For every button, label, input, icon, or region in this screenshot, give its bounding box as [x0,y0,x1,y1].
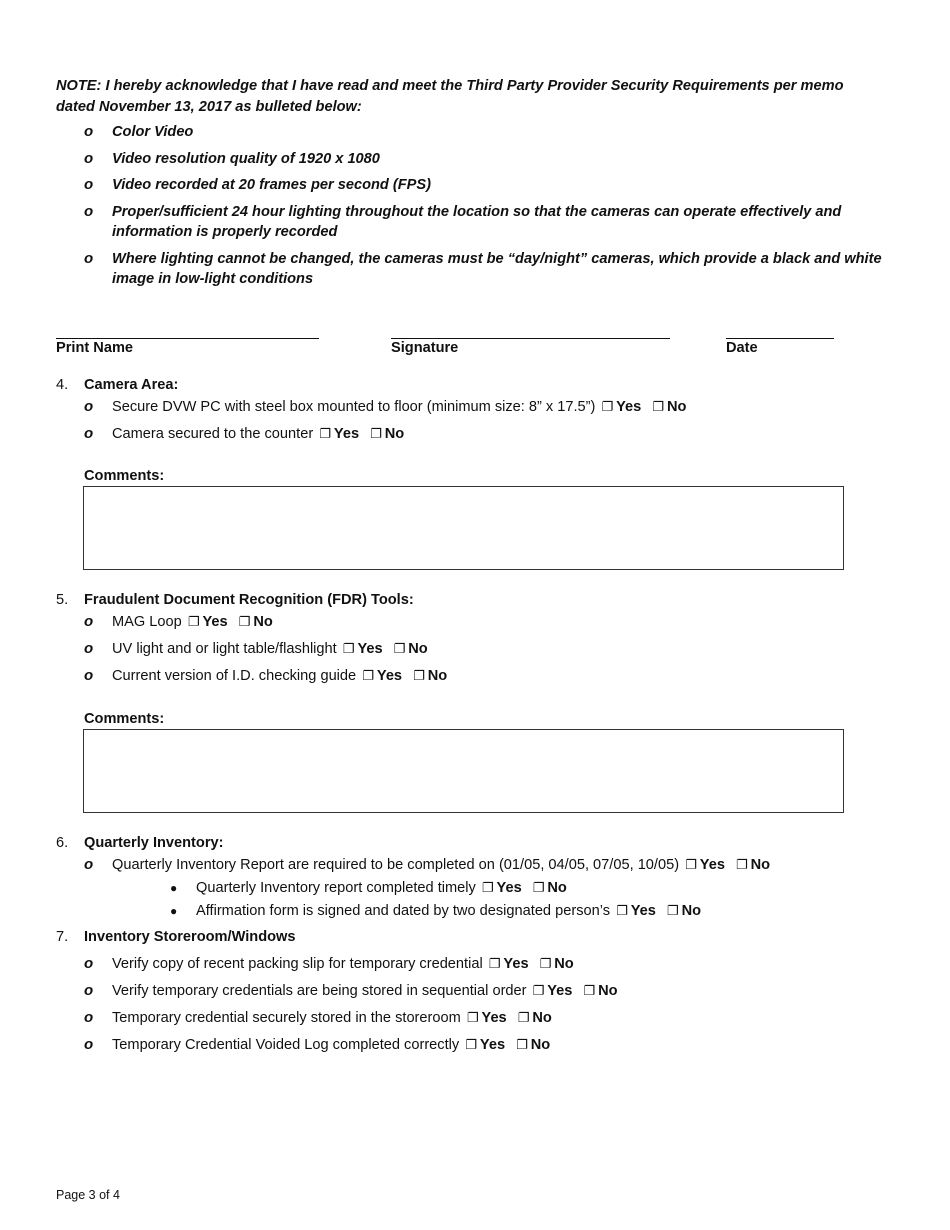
yes-label: Yes [503,955,529,972]
section-heading [56,590,886,610]
list-item: o Proper/sufficient 24 hour lighting throughout the location so that the cameras can operate effectively and information is properly recorded [84,202,842,240]
list-item: o Where lighting cannot be changed, the cameras must be “day/night” cameras, which provide a black and white image in low-light conditions [84,249,882,287]
yes-checkbox[interactable]: ❐ [481,880,494,895]
no-checkbox[interactable]: ❐ [517,1009,530,1025]
section-quarterly-inventory [56,833,886,922]
list-item: o MAG Loop ❐ Yes ❐ No [56,612,886,633]
date-label: Date [726,339,758,356]
circle-bullet-icon: o [84,640,94,657]
signature-label: Signature [391,339,459,356]
yes-checkbox[interactable]: ❐ [685,856,697,872]
list-item: o Quarterly Inventory Report are required to be completed on (01/05, 04/05, 07/05, 10/05) ❐ Yes ❐ No [56,855,886,876]
section-title: Quarterly Inventory: [84,834,224,851]
no-checkbox[interactable]: ❐ [735,856,748,872]
section-number: 7. [56,929,69,945]
yes-checkbox[interactable]: ❐ [601,398,614,414]
yes-label: Yes [479,1036,506,1053]
no-label: No [530,1036,551,1053]
signature-line[interactable] [391,318,670,339]
yes-checkbox[interactable]: ❐ [187,614,200,629]
no-checkbox[interactable]: ❐ [238,614,251,629]
date-line[interactable] [726,318,834,339]
no-label: No [408,641,428,657]
list-item: o Color Video [56,122,886,143]
camera-comments-field[interactable] [83,486,844,570]
no-checkbox[interactable]: ❐ [666,903,679,918]
fdr-comments-field[interactable] [83,729,844,813]
comments-label: Comments: [84,710,165,727]
section-number: 4. [56,376,69,393]
section-number: 6. [56,834,69,851]
list-item: o Secure DVW PC with steel box mounted to floor (minimum size: 8” x 17.5”) ❐ Yes ❐ No [56,397,886,418]
requirements-list [56,122,886,290]
list-item: o Current version of I.D. checking guide ❐ Yes ❐ No [56,666,886,687]
no-checkbox[interactable]: ❐ [413,668,425,683]
circle-bullet-icon: o [84,1008,94,1026]
yes-label: Yes [357,641,383,657]
no-label: No [681,903,702,919]
yes-label: Yes [333,425,360,442]
acknowledgement-note: NOTE: I hereby acknowledge that I have read and meet the Third Party Provider Security Requirements per memo dated November 13, 2017 as bulleted below: [56,78,844,115]
section-heading [56,927,886,947]
no-label: No [750,856,771,873]
circle-bullet-icon: o [84,1035,94,1053]
yes-checkbox[interactable]: ❐ [362,668,374,683]
section-title: Camera Area: [84,376,179,393]
circle-bullet-icon: o [84,667,94,684]
print-name-line[interactable] [56,318,319,339]
no-checkbox[interactable]: ❐ [583,982,596,998]
section-fdr-tools [56,590,886,813]
list-item: o Video resolution quality of 1920 x 1080 [56,149,886,170]
comments-label: Comments: [84,468,165,484]
no-checkbox[interactable]: ❐ [516,1036,528,1052]
list-item: o Camera secured to the counter ❐ Yes ❐ No [56,424,886,445]
yes-label: Yes [202,614,228,630]
page-number: Page 3 of 4 [56,1188,120,1202]
circle-bullet-icon: o [84,981,94,999]
section-heading [56,375,886,395]
yes-checkbox[interactable]: ❐ [342,641,355,656]
section-title: Fraudulent Document Recognition (FDR) Tools: [84,592,414,608]
storeroom-checklist [56,954,886,1056]
list-item: o Verify temporary credentials are being stored in sequential order ❐ Yes ❐ No [56,981,886,1002]
list-item: ● Quarterly Inventory report completed timely ❐ Yes ❐ No [170,880,567,896]
yes-checkbox[interactable]: ❐ [465,1036,477,1052]
section-heading [56,833,886,853]
no-label: No [547,880,567,896]
no-checkbox[interactable]: ❐ [652,398,664,414]
yes-label: Yes [630,903,656,919]
yes-label: Yes [376,668,403,684]
no-label: No [666,398,687,415]
print-name-label: Print Name [56,339,134,356]
circle-bullet-icon: o [84,202,94,220]
no-checkbox[interactable]: ❐ [393,641,406,656]
inventory-checklist [56,855,886,876]
no-checkbox[interactable]: ❐ [539,955,552,971]
list-item: o UV light and or light table/flashlight ❐ Yes ❐ No [56,639,886,660]
section-title: Inventory Storeroom/Windows [84,929,296,945]
yes-label: Yes [699,856,725,873]
no-label: No [554,955,574,972]
section-inventory-storeroom [56,927,886,1055]
circle-bullet-icon: o [84,954,94,972]
yes-checkbox[interactable]: ❐ [532,982,545,998]
yes-label: Yes [616,398,642,415]
yes-checkbox[interactable]: ❐ [488,955,501,971]
list-item: o Temporary Credential Voided Log completed correctly ❐ Yes ❐ No [56,1035,886,1056]
signature-row [56,318,886,368]
circle-bullet-icon: o [84,249,94,267]
no-label: No [384,425,405,442]
yes-label: Yes [496,880,522,896]
camera-checklist [56,397,886,445]
fdr-checklist [56,612,886,687]
no-label: No [532,1009,552,1026]
no-label: No [427,668,448,684]
yes-checkbox[interactable]: ❐ [616,903,628,918]
no-checkbox[interactable]: ❐ [370,425,382,441]
no-label: No [253,614,273,630]
list-item: o Temporary credential securely stored in the storeroom ❐ Yes ❐ No [56,1008,886,1029]
circle-bullet-icon: o [84,613,94,630]
yes-checkbox[interactable]: ❐ [319,425,331,441]
section-camera-area [56,375,886,571]
circle-bullet-icon: o [84,397,94,415]
list-item: o Verify copy of recent packing slip for temporary credential ❐ Yes ❐ No [56,954,886,975]
circle-bullet-icon: o [84,855,94,873]
circle-bullet-icon: o [84,123,94,140]
section-number: 5. [56,592,69,608]
circle-bullet-icon: o [84,424,94,442]
list-item: ● Affirmation form is signed and dated by two designated person’s ❐ Yes ❐ No [170,903,702,919]
yes-label: Yes [547,982,573,999]
dot-bullet-icon: ● [170,904,178,918]
no-checkbox[interactable]: ❐ [532,880,545,895]
dot-bullet-icon: ● [170,881,178,895]
circle-bullet-icon: o [84,176,94,193]
form-page [56,76,886,1055]
circle-bullet-icon: o [84,149,94,167]
yes-checkbox[interactable]: ❐ [466,1009,479,1025]
yes-label: Yes [481,1009,507,1026]
list-item: o Video recorded at 20 frames per second (FPS) [56,175,886,196]
no-label: No [598,982,618,999]
